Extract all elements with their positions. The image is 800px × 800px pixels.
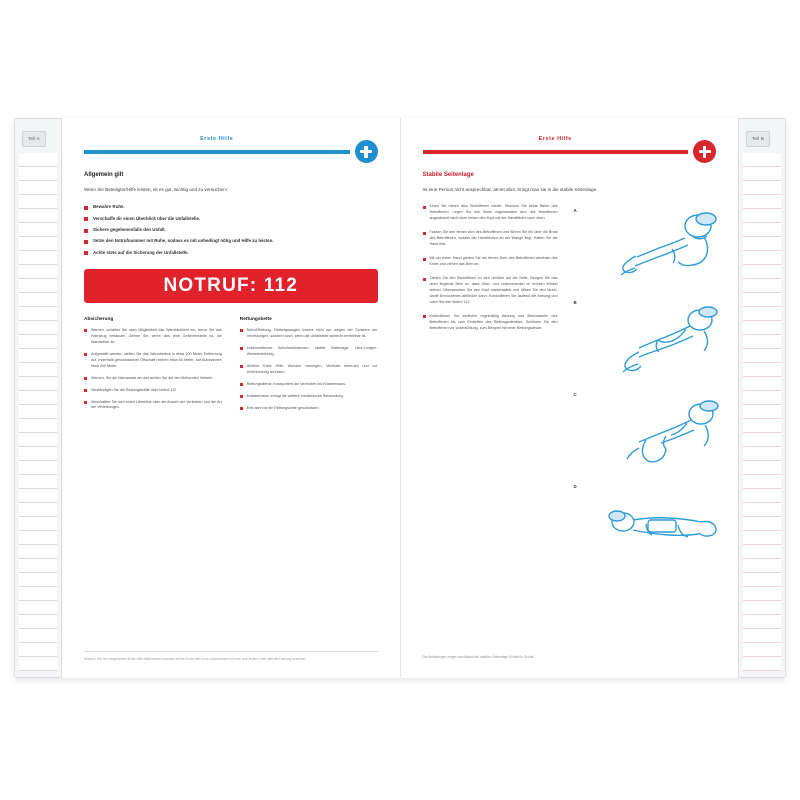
left-header-rule bbox=[84, 150, 350, 154]
notebook-spread bbox=[14, 118, 786, 678]
list-item: Verständigen Sie die Rettungskräfte über Notruf 112. bbox=[84, 388, 222, 394]
list-item: Verschaffen Sie sich einen Überblick über die Anzahl der Verletzten und die Art der Verletzungen. bbox=[84, 400, 222, 412]
general-rules-list bbox=[84, 204, 378, 256]
rettungskette-list bbox=[240, 328, 378, 412]
medical-cross-icon bbox=[355, 140, 378, 163]
list-item: Warnen, schalten Sie nach Möglichkeit das Warnblinklicht ein, bevor Sie das Fahrzeug verlassen. Ziehen Sie, wenn dies eine Gefahrenstelle ist, die Warnweste an. bbox=[84, 328, 222, 346]
right-section-title: Stabile Seitenlage bbox=[422, 172, 474, 178]
list-item: Erst dann ist die Rettungskette geschlossen. bbox=[240, 406, 378, 412]
column-title: Absicherung bbox=[84, 316, 114, 322]
figure-letter: A bbox=[573, 208, 577, 214]
list-item: Sichere gegebenenfalls den Unfall. bbox=[84, 227, 378, 234]
column-title: Rettungskette bbox=[239, 316, 272, 322]
list-item: Lebensrettende Sofortmaßnahmen: stabile Seitenlage, Herz-Lungen-Wiederbelebung. bbox=[240, 346, 378, 358]
person-lying-supine-icon bbox=[586, 204, 736, 290]
list-item: Ziehen Sie den Betroffenen zu sich herüber auf die Seite. Beugen Sie das oben liegende Bein so, dass Ober- und Unterschenkel im rechten Winkel stehen. Überstrecken Sie den Kopf nackenwärts und öffnen Sie den Mund, damit Erbrochenes abfließen kann. Kontrollieren Sie laufend die Atmung und rufen Sie den Notruf 112. bbox=[423, 276, 558, 306]
right-page-header bbox=[423, 134, 717, 158]
list-item: Notruf/Rettung, Rettungswagen kommt nicht nur wegen der Schwere der Verletzungen, sondern auch, wenn die Unfallstelle schlecht erreichbar ist. bbox=[240, 328, 378, 340]
list-item: Krankenhaus: erfolgt die weitere medizinische Behandlung. bbox=[240, 394, 378, 400]
figure-b bbox=[572, 296, 717, 384]
left-page-header bbox=[84, 134, 378, 158]
column-absicherung bbox=[84, 317, 222, 418]
figure-c bbox=[572, 388, 717, 476]
left-page bbox=[62, 118, 400, 678]
figure-letter: C bbox=[573, 392, 577, 398]
list-item: Weitere Erste Hilfe: Wunden versorgen, Verletzte betreuen und vor Unterkühlung schützen. bbox=[240, 364, 378, 376]
person-arm-across-chest-icon bbox=[586, 296, 736, 382]
recovery-position-body bbox=[423, 204, 717, 572]
list-item: Knien Sie neben dem Betroffenen nieder. Strecken Sie beide Beine des Betroffenen. Legen Sie den ihnen zugewandten Arm des Betroffenen angewinkelt nach oben neben den Kopf mit der Handfläche nach oben. bbox=[423, 204, 558, 222]
left-two-column-body bbox=[84, 317, 378, 418]
list-item: Achte stets auf die Sicherung der Unfallstelle. bbox=[84, 250, 378, 257]
list-item: Kontrollieren Sie weiterhin regelmäßig Atmung und Bewusstsein des Betroffenen bis zum Eintreffen des Rettungsdienstes. Schützen Sie den Betroffenen vor Unterkühlung, zum Beispiel mit einer Rettungsdecke. bbox=[423, 314, 558, 332]
list-item: Setze den Notrufnummer mit Ruhe, sodass es mit unbedingt nötig und Hilfe zu leisten. bbox=[84, 238, 378, 245]
right-tab-label[interactable]: Teil B bbox=[746, 131, 770, 147]
list-item: Mit der freien Hand greifen Sie am fernen Bein des Betroffenen oberhalb des Knies und ziehen das Bein an. bbox=[423, 256, 558, 268]
person-recovery-position-icon bbox=[586, 480, 736, 560]
column-rettungskette bbox=[240, 317, 378, 418]
left-tab-column bbox=[14, 118, 62, 678]
right-page bbox=[400, 118, 739, 678]
right-lead-text: Ist eine Person nicht ansprechbar, atmet aber, bringt man sie in die stabile Seitenlage. bbox=[422, 187, 598, 192]
left-section-title: Allgemein gilt bbox=[84, 172, 124, 178]
left-lead-text: Wenn Sie Beteiligter/Hilfe leisten, ist es gut, wichtig und zu versuchen! bbox=[84, 187, 227, 192]
emergency-number-banner: NOTRUF: 112 bbox=[84, 269, 378, 303]
right-footnote: Die Abbildungen zeigen den Ablauf der stabilen Seitenlage Schritt für Schritt. bbox=[422, 654, 535, 659]
right-ruled-paper bbox=[743, 153, 781, 671]
absicherung-list bbox=[84, 328, 222, 412]
right-header-title: Erste Hilfe bbox=[538, 136, 572, 142]
left-ruled-paper bbox=[19, 153, 57, 671]
right-tab-column bbox=[738, 118, 786, 678]
list-item: Aufgestellt werden, stellen Sie das Warndreieck in etwa 100 Meter Entfernung auf. Innerhalb geschlossener Ortschaft reichen etwa 50 Meter, auf Autobahnen etwa 200 Meter. bbox=[84, 352, 222, 370]
list-item: Bewahre Ruhe. bbox=[84, 204, 378, 211]
recovery-figures-column bbox=[572, 204, 717, 572]
list-item: Warnen, Sie die Warnweste an und achten Sie auf den fließenden Verkehr. bbox=[84, 376, 222, 382]
right-header-rule bbox=[423, 150, 689, 154]
figure-a bbox=[572, 204, 717, 292]
medical-cross-icon bbox=[693, 140, 716, 163]
left-footnote: Hinweis: Die hier dargestellten Erste-Hilfe-Maßnahmen ersetzen keinen Erste-Hilfe-Kurs. Informationen können sich ändern, bitte aktuelle Fassung beachten. bbox=[84, 651, 378, 662]
left-tab-label[interactable]: Teil A bbox=[22, 131, 46, 147]
figure-letter: B bbox=[573, 300, 577, 306]
figure-d bbox=[572, 480, 717, 568]
recovery-steps-list bbox=[423, 204, 558, 332]
list-item: Rettungsdienst: transportiert die Verletzten ins Krankenhaus. bbox=[240, 382, 378, 388]
left-header-title: Erste Hilfe bbox=[200, 136, 234, 142]
list-item: Verschaffe dir einen Überblick über die Unfallstelle. bbox=[84, 216, 378, 223]
list-item: Fassen Sie den fernen Arm des Betroffenen und führen Sie ihn über die Brust des Betroffenen, sodass der Handrücken an der Wange liegt. Halten Sie die Hand fest. bbox=[423, 230, 558, 248]
recovery-steps-column bbox=[423, 204, 558, 572]
figure-letter: D bbox=[573, 484, 577, 490]
person-knee-bent-icon bbox=[586, 388, 736, 474]
